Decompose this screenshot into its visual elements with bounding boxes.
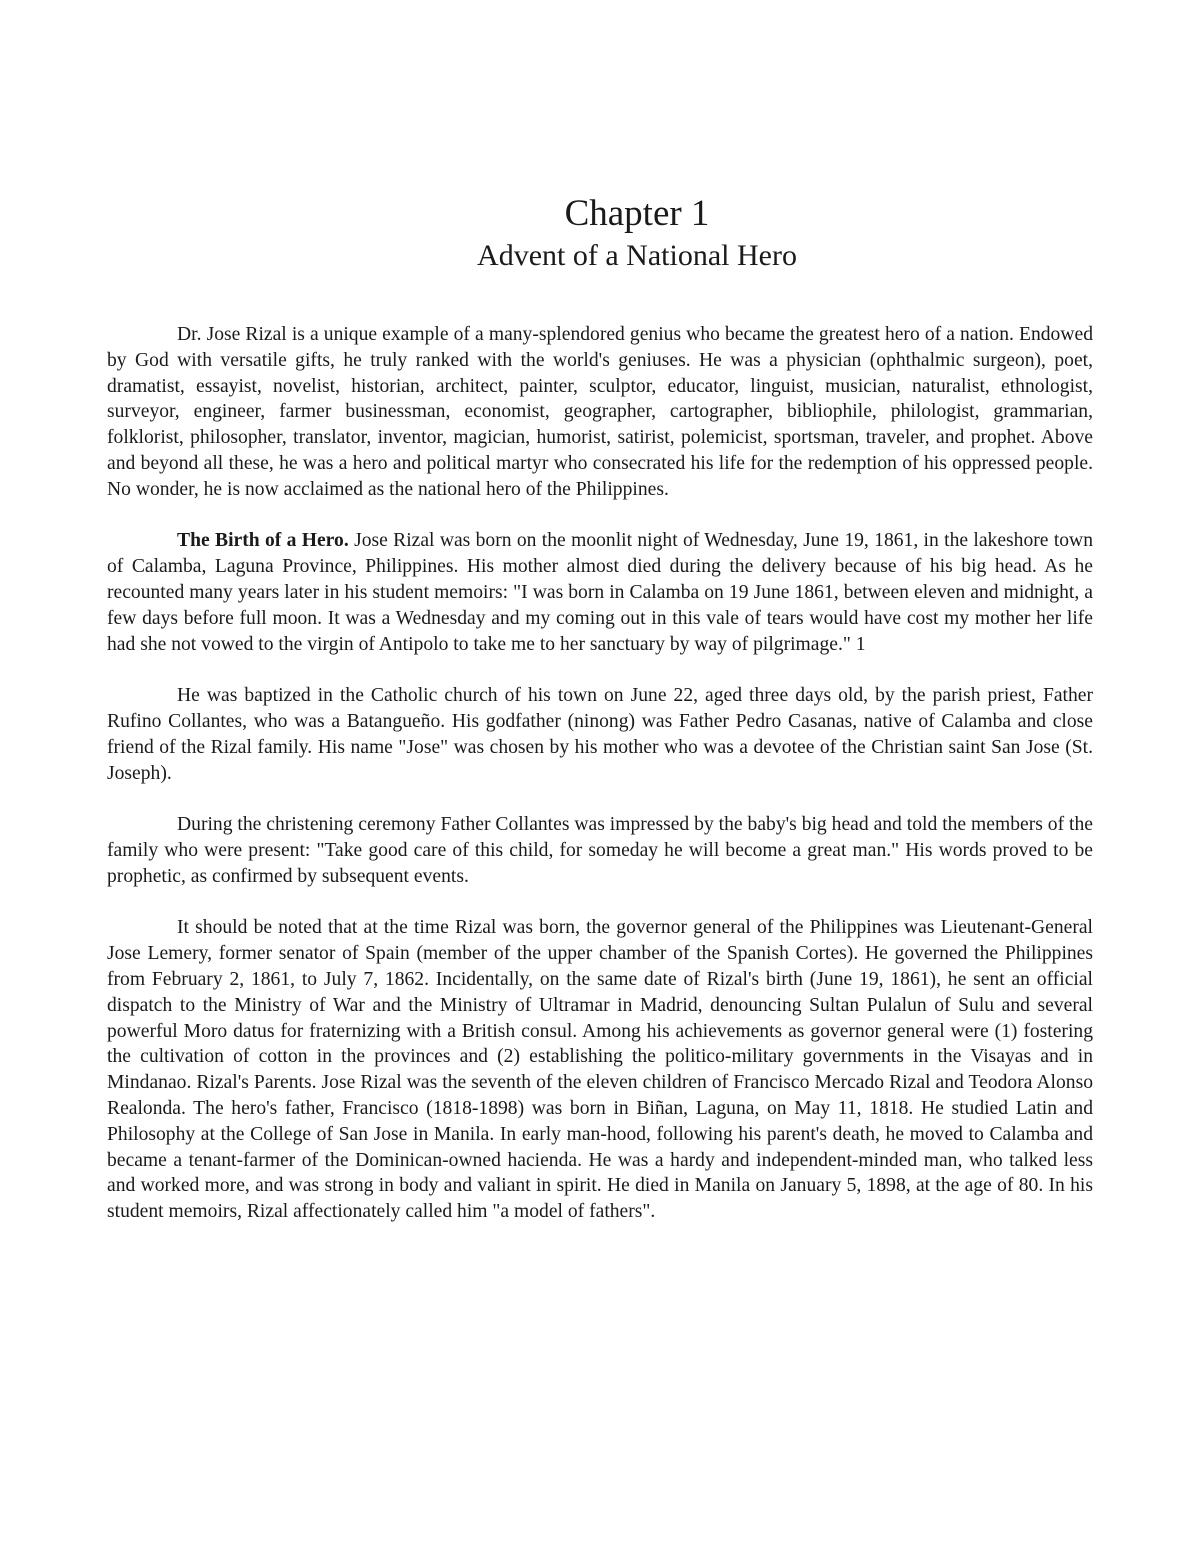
paragraph-text: It should be noted that at the time Rizal was born, the governor general of the Philippines was Lieutenant-General Jose Lemery, former senator of Spain (member of the upper chamber of the Spanish Cortes). He governed the Philippines from February 2, 1861, to July 7, 1862. Incidentally, on the same date of Rizal's birth (June 19, 1861), he sent an official dispatch to the Ministry of War and the Ministry of Ultramar in Madrid, denouncing Sultan Pulalun of Sulu and several powerful Moro datus for fraternizing with a British consul. Among his achievements as governor general were (1) fostering the cultivation of cotton in the provinces and (2) establishing the politico-military governments in the Visayas and in Mindanao. Rizal's Parents. Jose Rizal was the seventh of the eleven children of Francisco Mercado Rizal and Teodora Alonso Realonda. The hero's father, Francisco (1818-1898) was born in Biñan, Laguna, on May 11, 1818. He studied Latin and Philosophy at the College of San Jose in Manila. In early man-hood, following his parent's death, he moved to Calamba and became a tenant-farmer of the Dominican-owned hacienda. He was a hardy and independent-minded man, who talked less and worked more, and was strong in body and valiant in spirit. He died in Manila on January 5, 1898, at the age of 80. In his student memoirs, Rizal affectionately called him "a model of fathers". (107, 917, 1093, 1223)
paragraph-baptism (107, 683, 1093, 786)
chapter-title: Advent of a National Hero (477, 239, 797, 272)
section-lead-in: The Birth of a Hero. (177, 530, 349, 552)
paragraph-text: Dr. Jose Rizal is a unique example of a many-splendored genius who became the greatest hero of a nation. Endowed by God with versatile gifts, he truly ranked with the world's geniuses. He was a physician (ophthalmic surgeon), poet, dramatist, essayist, novelist, historian, architect, painter, sculptor, educator, linguist, musician, naturalist, ethnologist, surveyor, engineer, farmer businessman, economist, geographer, cartographer, bibliophile, philologist, grammarian, folklorist, philosopher, translator, inventor, magician, humorist, satirist, polemicist, sportsman, traveler, and prophet. Above and beyond all these, he was a hero and political martyr who consecrated his life for the redemption of his oppressed people. No wonder, he is now acclaimed as the national hero of the Philippines. (107, 324, 1093, 500)
paragraph-intro (107, 322, 1093, 503)
chapter-body (107, 322, 1093, 1225)
paragraph-birth-of-hero (107, 528, 1093, 657)
chapter-number: Chapter 1 (564, 193, 710, 234)
paragraph-text: Jose Rizal was born on the moonlit night of Wednesday, June 19, 1861, in the lakeshore town of Calamba, Laguna Province, Philippines. His mother almost died during the delivery because of his big head. As he recounted many years later in his student memoirs: "I was born in Calamba on 19 June 1861, between eleven and midnight, a few days before full moon. It was a Wednesday and my coming out in this vale of tears would have cost my mother her life had she not vowed to the virgin of Antipolo to take me to her sanctuary by way of pilgrimage." 1 (107, 530, 1094, 655)
paragraph-christening (107, 812, 1093, 889)
paragraph-text: He was baptized in the Catholic church of his town on June 22, aged three days old, by the parish priest, Father Rufino Collantes, who was a Batangueño. His godfather (ninong) was Father Pedro Casanas, native of Calamba and close friend of the Rizal family. His name "Jose" was chosen by his mother who was a devotee of the Christian saint San Jose (St. Joseph). (107, 685, 1093, 784)
paragraph-governor-general (107, 915, 1093, 1225)
paragraph-text: During the christening ceremony Father Collantes was impressed by the baby's big head and told the members of the family who were present: "Take good care of this child, for someday he will become a great man." His words proved to be prophetic, as confirmed by subsequent events. (107, 814, 1093, 887)
